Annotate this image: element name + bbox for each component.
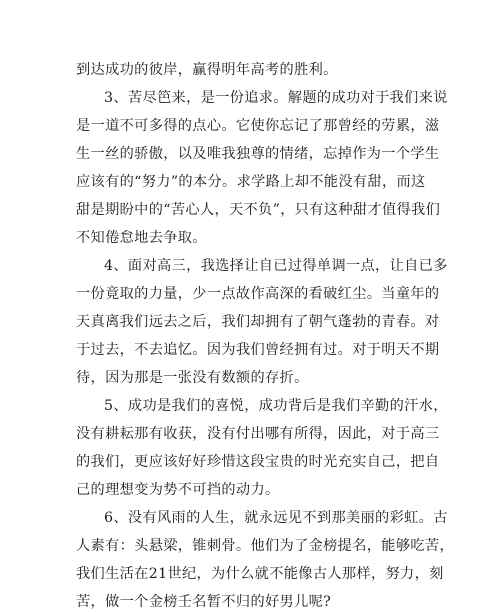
- text-line: 于过去，不去追忆。因为我们曾经拥有过。对于明天不期: [76, 342, 440, 358]
- text-line: 苦，做一个金榜壬名暂不归的好男儿呢?: [76, 594, 332, 610]
- paragraph-5-start: 5、成功是我们的喜悦，成功背后是我们辛勤的汗水，: [104, 398, 448, 414]
- text-line: 己的理想变为势不可挡的动力。: [76, 482, 280, 498]
- text-line: 到达成功的彼岸，赢得明年高考的胜利。: [76, 62, 338, 78]
- text-line: 人素有：头悬梁，锥刺骨。他们为了金榜提名，能够吃苦，: [76, 538, 454, 554]
- text-line: 天真离我们远去之后，我们却拥有了朝气蓬勃的青春。对: [76, 314, 440, 330]
- text-line: 是一道不可多得的点心。它使你忘记了那曾经的劳累，滋: [76, 118, 440, 134]
- text-line: 待，因为那是一张没有数额的存折。: [76, 370, 309, 386]
- paragraph-6-start: 6、没有风雨的人生，就永远见不到那美丽的彩虹。古: [104, 510, 448, 526]
- text-line: 应该有的“努力”的本分。求学路上却不能没有甜，而这: [76, 174, 426, 190]
- paragraph-3-start: 3、苦尽笆来，是一份追求。解题的成功对于我们来说: [104, 90, 448, 106]
- text-line: 我们生活在21世纪，为什么就不能像古人那样，努力，刻: [76, 566, 444, 582]
- text-line: 不知倦怠地去争取。: [76, 230, 207, 246]
- text-line: 的我们，更应该好好珍惜这段宝贵的时光充实自己，把自: [76, 454, 440, 470]
- text-line: 一份竟取的力量，少一点故作高深的看破红尘。当童年的: [76, 286, 440, 302]
- text-line: 没有耕耘那有收获，没有付出哪有所得，因此，对于高三: [76, 426, 440, 442]
- paragraph-4-start: 4、面对高三，我选择让自已过得单调一点，让自已多: [104, 258, 448, 274]
- text-line: 甜是期盼中的“苦心人，天不负”，只有这种甜才值得我们: [76, 202, 441, 218]
- text-line: 生一丝的骄傲，以及唯我独尊的情绪，忘掉作为一个学生: [76, 146, 440, 162]
